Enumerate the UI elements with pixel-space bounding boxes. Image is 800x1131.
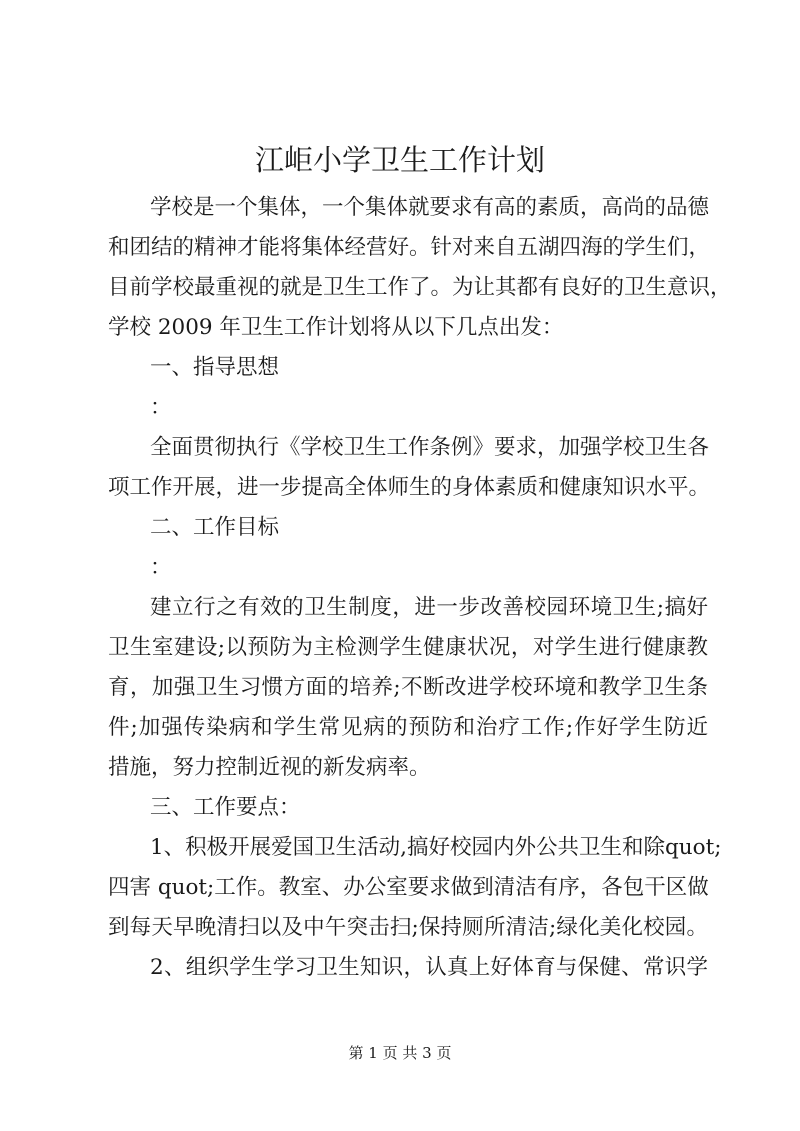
paragraph-line: 1、积极开展爱国卫生活动,搞好校园内外公共卫生和除quot; [150,835,722,860]
paragraph-line: 和团结的精神才能将集体经营好。针对来自五湖四海的学生们， [108,235,711,260]
page-footer: 第 1 页 共 3 页 [348,1044,452,1062]
paragraph-line: 件;加强传染病和学生常见病的预防和治疗工作;作好学生防近 [108,715,708,740]
paragraph-line: 学校是一个集体，一个集体就要求有高的素质，高尚的品德 [150,195,710,220]
paragraph-line: 育，加强卫生习惯方面的培养;不断改进学校环境和教学卫生条 [108,675,708,700]
paragraph-line: 建立行之有效的卫生制度，进一步改善校园环境卫生;搞好 [150,595,708,620]
paragraph-line: 学校 2009 年卫生工作计划将从以下几点出发： [108,315,564,340]
paragraph-line: 目前学校最重视的就是卫生工作了。为让其都有良好的卫生意识， [108,275,732,300]
paragraph-line: 项工作开展，进一步提高全体师生的身体素质和健康知识水平。 [108,475,711,500]
paragraph-line: 措施，努力控制近视的新发病率。 [108,755,431,780]
paragraph-line: 全面贯彻执行《学校卫生工作条例》要求，加强学校卫生各 [150,435,710,460]
section-heading: 三、工作要点： [150,795,301,820]
section-heading: 一、指导思想 [150,355,280,380]
paragraph-line: 2、组织学生学习卫生知识，认真上好体育与保健、常识学 [150,955,708,980]
document-title: 江岠小学卫生工作计划 [254,143,545,177]
paragraph-line: 四害 quot;工作。教室、办公室要求做到清洁有序，各包干区做 [108,875,709,900]
colon-line: ： [150,555,172,580]
section-heading: 二、工作目标 [150,515,280,540]
paragraph-line: 卫生室建设;以预防为主检测学生健康状况，对学生进行健康教 [108,635,708,660]
colon-line: ： [150,395,172,420]
paragraph-line: 到每天早晚清扫以及中午突击扫;保持厕所清洁;绿化美化校园。 [108,915,708,940]
